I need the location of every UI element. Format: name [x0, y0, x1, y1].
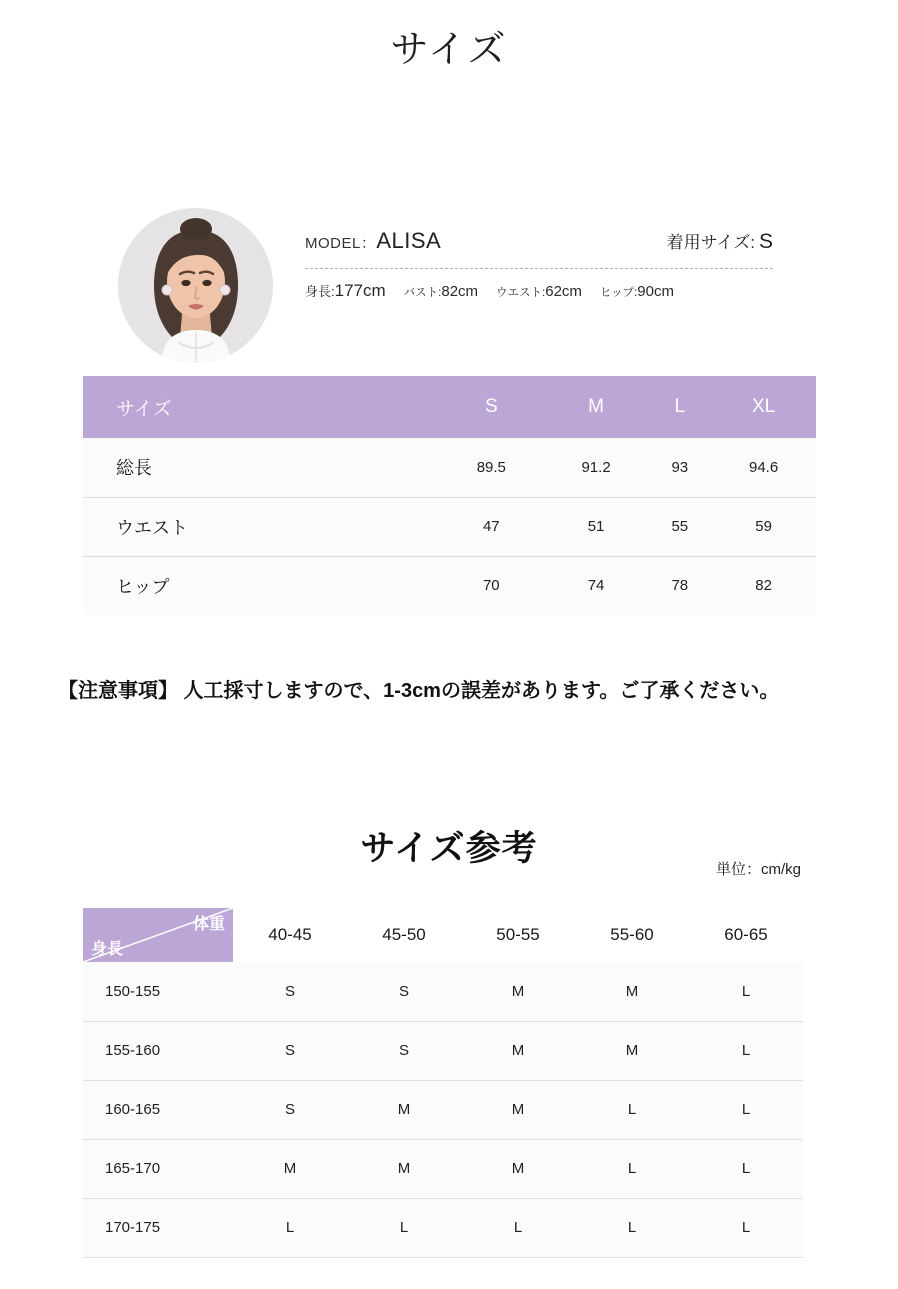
model-section: [0, 108, 898, 300]
size-cell: 91.2: [544, 438, 649, 497]
table-row: [83, 1021, 803, 1080]
ref-weight-header: 60-65: [689, 908, 803, 962]
measurement-waist: [496, 283, 582, 300]
size-row-label: ウエスト: [83, 497, 439, 556]
ref-size-cell: L: [575, 1080, 689, 1139]
ref-weight-header: 55-60: [575, 908, 689, 962]
model-name-value: ALISA: [376, 227, 442, 253]
ref-size-cell: L: [233, 1198, 347, 1257]
ref-height-label: 150-155: [83, 962, 233, 1021]
notice-text: 【注意事項】 人工採寸しますので、1-3cmの誤差があります。ご了承ください。: [58, 680, 780, 702]
ref-size-cell: M: [461, 962, 575, 1021]
size-cell: 89.5: [439, 438, 544, 497]
measurement-height-label: 身長:: [305, 283, 335, 299]
ref-size-cell: L: [347, 1198, 461, 1257]
avatar: [118, 208, 273, 363]
ref-size-cell: L: [689, 1021, 803, 1080]
size-cell: 55: [648, 497, 711, 556]
ref-height-label: 160-165: [83, 1080, 233, 1139]
size-cell: 78: [648, 556, 711, 615]
measurement-height-value: 177cm: [334, 280, 386, 300]
size-cell: 47: [439, 497, 544, 556]
ref-size-cell: L: [689, 1198, 803, 1257]
corner-height-label: 身長: [91, 941, 124, 958]
size-row-label: ヒップ: [83, 556, 439, 615]
ref-size-cell: S: [233, 1021, 347, 1080]
measurement-bust-label: バスト:: [403, 286, 442, 299]
table-row: [83, 438, 816, 497]
size-cell: 51: [544, 497, 649, 556]
table-row: [83, 962, 803, 1021]
measurement-hip: [600, 283, 674, 300]
ref-size-cell: M: [347, 1139, 461, 1198]
size-table: [83, 376, 816, 615]
measurement-waist-label: ウエスト:: [496, 286, 546, 299]
ref-size-cell: L: [461, 1198, 575, 1257]
model-label: MODEL：: [305, 234, 377, 252]
ref-size-cell: L: [575, 1139, 689, 1198]
wear-size-value: S: [758, 229, 773, 253]
ref-size-cell: S: [347, 962, 461, 1021]
wear-size-label: 着用サイズ:: [666, 232, 755, 252]
size-cell: 74: [544, 556, 649, 615]
ref-size-cell: L: [689, 962, 803, 1021]
ref-size-cell: M: [461, 1139, 575, 1198]
measurement-hip-label: ヒップ:: [599, 286, 638, 299]
ref-height-label: 165-170: [83, 1139, 233, 1198]
size-cell: 82: [711, 556, 816, 615]
ref-size-cell: S: [233, 1080, 347, 1139]
size-cell: 59: [711, 497, 816, 556]
table-row: [83, 1139, 803, 1198]
measurement-bust-value: 82cm: [441, 282, 479, 300]
table-row: [83, 1198, 803, 1257]
wear-size: [667, 228, 773, 254]
ref-size-cell: L: [575, 1198, 689, 1257]
size-reference-table: [83, 908, 803, 1258]
measurement-bust: [404, 283, 478, 300]
size-table-header-cell: L: [648, 376, 711, 438]
table-row: [83, 1080, 803, 1139]
ref-height-label: 170-175: [83, 1198, 233, 1257]
reference-title: サイズ参考: [360, 829, 538, 868]
ref-size-cell: L: [689, 1080, 803, 1139]
size-cell: 93: [648, 438, 711, 497]
size-table-header-cell: M: [544, 376, 649, 438]
model-info: [305, 228, 773, 301]
size-cell: 94.6: [711, 438, 816, 497]
measurement-height: [305, 281, 386, 301]
size-cell: 70: [439, 556, 544, 615]
measurement-waist-value: 62cm: [545, 282, 582, 300]
ref-size-cell: L: [689, 1139, 803, 1198]
size-table-header-row: [83, 376, 816, 438]
model-name: [305, 228, 441, 254]
table-row: [83, 497, 816, 556]
ref-height-label: 155-160: [83, 1021, 233, 1080]
ref-size-cell: M: [461, 1080, 575, 1139]
ref-size-cell: M: [233, 1139, 347, 1198]
corner-weight-label: 体重: [192, 916, 225, 933]
ref-size-cell: M: [347, 1080, 461, 1139]
size-table-header-cell: S: [439, 376, 544, 438]
size-row-label: 総長: [83, 438, 439, 497]
ref-size-cell: S: [347, 1021, 461, 1080]
ref-size-cell: M: [575, 962, 689, 1021]
table-row: [83, 556, 816, 615]
size-table-header-cell: サイズ: [83, 376, 439, 438]
ref-table-corner: [83, 908, 233, 962]
reference-unit: 単位：cm/kg: [716, 861, 802, 878]
measurement-hip-value: 90cm: [637, 282, 674, 300]
ref-size-cell: M: [575, 1021, 689, 1080]
page-title: サイズ: [390, 29, 508, 71]
ref-weight-header: 40-45: [233, 908, 347, 962]
ref-weight-header: 45-50: [347, 908, 461, 962]
ref-weight-header: 50-55: [461, 908, 575, 962]
ref-table-header-row: [83, 908, 803, 962]
size-table-header-cell: XL: [711, 376, 816, 438]
ref-size-cell: M: [461, 1021, 575, 1080]
ref-size-cell: S: [233, 962, 347, 1021]
